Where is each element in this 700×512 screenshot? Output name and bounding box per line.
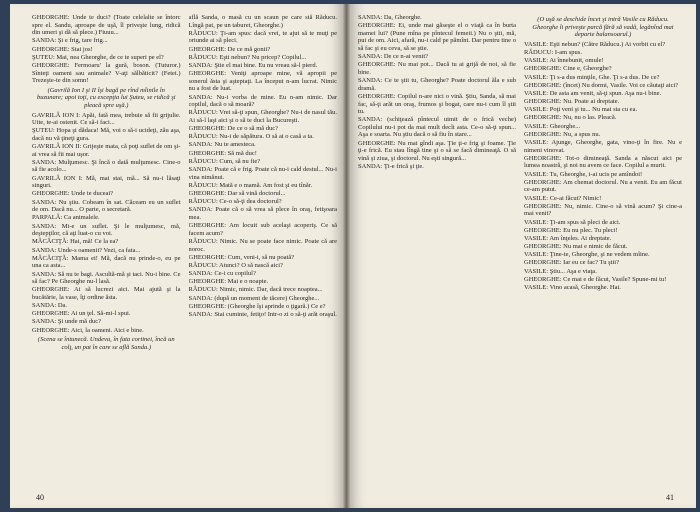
- play-line: GAVRILĂ ION I: Mă, mai stai, mă... Să nu-i lăsaţi singuri.: [32, 174, 181, 190]
- play-line: GHEORGHE: Ai să lucrezi aici. Mai ajută şi la bucătărie, la vase, îţi ordine ăsta.: [32, 286, 181, 301]
- play-line: GHEORGHE: Am chemat doctorul. Nu a venit. Eu am făcut ce-am putut.: [524, 178, 682, 194]
- play-line: GHEORGHE: Unde te duci? (Toate celelalte se întorc spre el. Sandu, aproape de uşă, îl priveşte lung, ridică din umeri şi dă să plece.) Fiuuu...: [32, 14, 181, 37]
- play-line: (Gavrilă Ion I şi II îşi bagă pe rînd mîinile în buzunare; apoi toţi, cu excepţia lui Şuteu, se ridică şi pleacă spre uşă.): [36, 86, 176, 109]
- play-line: SANDA: Unde-s oamenii? Vezi, ca fata...: [32, 246, 141, 254]
- left-column-2: [189, 14, 338, 486]
- play-line: SANDA: Ce te ştii tu, Gheorghe? Poate doctorul ăla e sub dramă.: [358, 77, 516, 92]
- play-line: MĂCĂCIŢĂ: Mama ei! Mă, dacă nu prinde-o, eu pe una ca asta...: [32, 254, 181, 270]
- play-line: VASILE: Ce-ai făcut? Nimic!: [524, 194, 602, 202]
- play-line: VASILE: Ţine-te, Gheorghe, şi ne vedem mîine.: [524, 251, 650, 259]
- play-line: SANDA: Poate că o să vrea să plece în oraş, fetişoara mea.: [188, 206, 337, 221]
- play-line: GHEORGHE: Unde te duceai?: [32, 190, 114, 198]
- play-line: GHEORGHE: Ai un ţel. Să-mi-l spui.: [32, 310, 131, 318]
- play-line: SANDA: Şi e frig, tare frig...: [32, 37, 108, 45]
- play-line: PARPALĂ: Ca animalele.: [32, 214, 100, 222]
- play-line: VASILE: Poţi veni şi tu... Nu mai sta cu ea.: [524, 106, 638, 114]
- play-line: SANDA: Mulţumesc. Şi încă o dată mulţumesc. Cine-o să fie acolo...: [32, 158, 181, 174]
- play-line: RĂDUCU: Ce-o să-ţi dea doctorul?: [188, 198, 282, 206]
- play-line: SANDA: Şi unde mă duc?: [32, 318, 101, 326]
- play-line: află Sanda, o masă cu un scaun pe care stă Răducu. Lîngă pat, pe un taburet, Gheorghe.): [188, 14, 337, 29]
- play-line: ŞUTEU: Mai, nea Gheorghe, de ce te superi pe el?: [32, 53, 164, 61]
- play-line: SANDA: Ştie el mai bine. Eu nu vreau să-l pierd.: [188, 61, 318, 69]
- play-line: GHEORGHE: Nu mai gîndi aşa. Ţie ţi-e frig şi foame. Ţie ţi-e frică. Eu stau lîngă tine şi o să se facă dimineaţă. O să vină şi ziua, şi doctorul. Nu eşti singură...: [358, 139, 516, 162]
- play-line: VASILE: Gheorghe...: [524, 122, 581, 130]
- play-line: SANDA: Să nu te bagi. Ascultă-mă şi taci. Nu-i bine. Ce să fac? Pe Gheorghe nu-l lasă.: [32, 270, 181, 286]
- play-line: GHEORGHE: Copilul n-are nici o vină. Ştiu, Sanda, să mai fac, să-ţi arăt un oraş, frumos şi bogat, care nu-i cum îl ştii tu.: [358, 92, 516, 116]
- play-line: VASILE: Ţi-am spus să pleci de aici.: [524, 218, 621, 226]
- play-line: (Scena se întunecă. Undeva, în fata cortinei, încă un colţ, un pat în care se află Sanda.): [37, 336, 175, 351]
- play-line: GHEORGHE: Nu mai e nimic de făcut.: [524, 243, 628, 251]
- play-line: GAVRILĂ ION I: Apăi, fată mea, trebuie să fii grijulie. Uite, te-ai ostenit. Ce să-i faci...: [32, 111, 181, 127]
- play-line: RĂDUCU: Nimic, nimic. Dar, dacă trece noaptea...: [188, 286, 323, 294]
- play-line: GHEORGHE: Aici, la oameni. Aici e bine.: [32, 326, 144, 334]
- play-line: SANDA: (schiţează pîntecul uimit de o frică veche) Copilului nu-i pot da mai mult decît asta. Ce-o să-ţi spun... Aşa e soarta. Nu ştiu dacă o să fiu în stare...: [358, 116, 516, 139]
- play-line: GHEORGHE: Cum, veni-i, să nu poată?: [188, 253, 295, 261]
- right-column-1: [358, 14, 516, 486]
- left-page: [10, 4, 343, 508]
- right-column-2: [524, 14, 682, 486]
- play-line: GHEORGHE: Cine e, Gheorghe?: [524, 65, 612, 73]
- play-line: VASILE: Ajunge, Gheorghe, gata, vino-ţi în fire. Nu e nimeni vinovat.: [524, 139, 682, 154]
- play-line: GHEORGHE: (Gheorghe îşi aprinde o ţigară.) Ce e?: [188, 302, 326, 310]
- play-line: VASILE: De asta am venit, să-ţi spun. Aşa nu-i bine.: [524, 89, 662, 97]
- play-line: RĂDUCU: Nimic. Nu se poate face nimic. Poate că are noroc.: [188, 237, 337, 253]
- play-line: SANDA: Stai cuminte, fetiţo! Intr-o zi o să-ţi arăt oraşul.: [188, 311, 337, 318]
- play-line: GHEORGHE: Iar eu ce fac? Tu ştii?: [524, 259, 619, 267]
- play-line: (O uşă se deschide încet şi intră Vasile cu Răducu. Gheorghe îi priveşte parcă fără să vadă, legănînd mai departe balansoarul.): [532, 16, 674, 39]
- play-line: RĂDUCU: I-am spus.: [524, 48, 582, 56]
- play-line: VASILE: Ştiu... Aşa e viaţa.: [524, 267, 597, 275]
- play-line: VASILE: Eşti nebun? (Către Răducu.) Ai vorbit cu el?: [524, 40, 666, 48]
- play-line: VASILE: Tu, Gheorghe, i-ai ucis pe amîndoi!: [524, 170, 643, 178]
- play-line: SANDA: Nu-i vorba de mine. Eu n-am nimic. Dar copilul, dacă o să moară?: [188, 93, 337, 109]
- play-line: SANDA: Mi-e un suflet. Şi le mulţumesc, mă, deştepţilor, că aţi luat-o cu voi.: [32, 222, 181, 238]
- play-line: GHEORGHE: Dar să vină doctorul...: [188, 189, 286, 197]
- play-line: RĂDUCU: Ţi-am spus: dacă vrei, te ajut să te muţi pe oriunde ai să pleci.: [188, 29, 337, 45]
- play-line: RĂDUCU: Vrei să-ţi spun, Gheorghe? Nu-i de nasul tău. Ai să-l laşi aici şi o să te duci la Bucureşti.: [188, 109, 337, 124]
- play-line: SANDA: Ţi-e frică şi ţie.: [358, 163, 424, 171]
- play-line: SANDA: Poate că e frig. Poate că nu-i cald destul... Nu-i vina nimănui.: [188, 166, 337, 181]
- play-line: RĂDUCU: Cum, să nu fie?: [188, 157, 261, 165]
- play-line: GHEORGHE: Eu nu plec. Tu pleci!: [524, 226, 618, 234]
- play-line: GHEORGHE: Ce mai e de făcut, Vasile? Spune-mi tu!: [524, 275, 667, 283]
- play-line: GHEORGHE: Nu, nu o las. Pleacă.: [524, 114, 617, 122]
- play-line: GHEORGHE: Nu. Poate ai dreptate.: [524, 98, 620, 106]
- play-line: SANDA: Ce-i cu copilul?: [188, 270, 256, 278]
- play-line: GHEORGHE: Am locuit sub acelaşi acoperiş. Ce să facem acum?: [188, 222, 337, 237]
- play-line: ŞUTEU: Hopa şi dădaca! Mă, voi o să-i ucideţi, zău aşa, dacă nu vă ţineţi gura.: [32, 127, 181, 142]
- play-line: GHEORGHE: Să mă duc!: [188, 149, 257, 157]
- play-line: SANDA: Da.: [32, 302, 68, 310]
- play-line: SANDA: Da, Gheorghe.: [358, 14, 422, 21]
- play-line: GHEORGHE: De ce mă gonii?: [188, 45, 271, 53]
- play-line: GHEORGHE: Ei, unde mai găseşte el o viaţă ca în burta mamei lui? (Pune mîna pe pîntecul femeii.) Nu o ştii, mă, pui de om. Aici, afară, nu-i cald pe pămînt. Dar pentru tine o să fac şi eu ceva, să se ştie.: [358, 22, 516, 52]
- play-line: GHEORGHE: Veniţi aproape mine, vă apropii pe sonerul ăsta şi aşteptaţi. La început n-am lucrat. Nimic nu a fost de luat.: [188, 70, 337, 93]
- play-line: VASILE: Vino acasă, Gheorghe. Hai.: [524, 284, 621, 292]
- play-line: RĂDUCU: Atunci? O să nască aici?: [188, 261, 283, 269]
- play-line: RĂDUCU: Eşti nebun? Nu pricep? Copilul...: [188, 53, 307, 61]
- play-line: RĂDUCU: Mată e o mamă. Am fost şi eu tînăr.: [188, 181, 313, 189]
- left-column-1: [32, 14, 181, 486]
- page-number: 40: [36, 493, 44, 502]
- right-page: [350, 4, 696, 508]
- play-line: VASILE: Ţi s-a dus minţile, Ghe. Ţi s-a dus. De ce?: [524, 73, 660, 81]
- play-line: MĂCĂCIŢĂ: Hai, mă! Ce la ea?: [32, 238, 119, 246]
- book-gutter: [343, 4, 350, 508]
- play-line: GAVRILĂ ION II: Grijeşte mata, că poţi suflet de om şi-ai vrea să fii mai uşor.: [32, 143, 181, 158]
- play-line: GHEORGHE: Fermoaru' la gură, boson. (Tuturor.) Sînteţi oameni sau animale? V-aţi sălbăticit? (Fetei.) Trezeşte-te din somn!: [32, 61, 181, 85]
- play-line: GHEORGHE: Nu mai pot... Dacă tu ai grijă de noi, să fie bine.: [358, 61, 516, 76]
- play-line: SANDA: Nu te amesteca.: [188, 141, 256, 149]
- play-line: GHEORGHE: (încet) Nu dormi, Vasile. Voi ce căutaţi aici?: [524, 81, 679, 89]
- play-line: GHEORGHE: Tot-o dimineaţă. Sanda a născut aici pe lumea noastră, şi noi nu avem ce face. Copilul a murit.: [524, 154, 682, 170]
- play-line: RĂDUCU: Nu-i de săpătura. O să ai o casă a ta.: [188, 133, 314, 141]
- play-line: GHEORGHE: Nu, nimic. Cine-o să vină acum? Şi cine-a mai venit?: [524, 202, 682, 218]
- page-number: 41: [666, 493, 674, 502]
- play-line: SANDA: De ce n-ai venit?: [358, 53, 429, 61]
- play-line: GHEORGHE: Mai e o noapte.: [188, 278, 269, 286]
- play-line: SANDA: (după un moment de tăcere) Gheorghe...: [188, 294, 320, 302]
- play-line: GHEORGHE: Nu, a spus nu.: [524, 130, 601, 138]
- play-line: SANDA: Nu ştiu. Cobeam în sat. Căceam eu un suflet de om. Dacă nu... O parte, o secretară.: [32, 198, 181, 214]
- play-line: VASILE: Ai înnebunit, omule!: [524, 57, 604, 65]
- play-line: VASILE: Am înţeles. Ai dreptate.: [524, 234, 612, 242]
- play-line: GHEORGHE: De ce o să mă duc?: [188, 125, 279, 133]
- play-line: GHEORGHE: Stai jos!: [32, 45, 93, 53]
